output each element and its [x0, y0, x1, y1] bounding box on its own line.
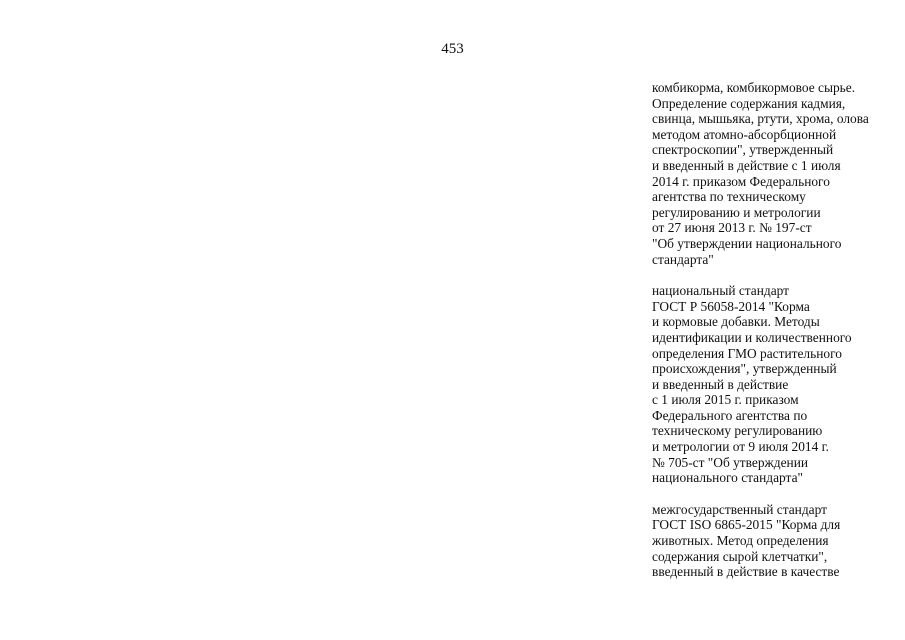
text-line: и кормовые добавки. Методы	[652, 314, 820, 330]
text-line: происхождения", утвержденный	[652, 361, 837, 377]
text-line: свинца, мышьяка, ртути, хрома, олова	[652, 111, 869, 127]
text-line: стандарта"	[652, 251, 714, 267]
text-line: и метрологии от 9 июля 2014 г.	[652, 439, 829, 455]
text-line: национального стандарта"	[652, 470, 803, 486]
text-line: методом атомно-абсорбционной	[652, 126, 837, 142]
paragraph-2	[652, 283, 897, 486]
text-line: техническому регулированию	[652, 423, 823, 439]
text-line: Федерального агентства по	[652, 407, 808, 423]
text-line: идентификации и количественного	[652, 329, 852, 345]
text-line: агентства по техническому	[652, 189, 806, 205]
text-line: и введенный в действие с 1 июля	[652, 157, 841, 173]
text-line: регулированию и метрологии	[652, 204, 821, 220]
paragraph-3	[652, 502, 897, 580]
text-line: введенный в действие в качестве	[652, 564, 840, 580]
text-line: животных. Метод определения	[652, 533, 829, 549]
text-line: "Об утверждении национального	[652, 235, 842, 251]
text-line: комбикорма, комбикормовое сырье.	[652, 80, 856, 95]
text-line: с 1 июля 2015 г. приказом	[652, 392, 799, 408]
text-line: определения ГМО растительного	[652, 345, 842, 361]
text-line: 2014 г. приказом Федерального	[652, 173, 830, 189]
text-line: национальный стандарт	[652, 283, 790, 299]
text-line: ГОСТ ISO 6865-2015 "Корма для	[652, 517, 841, 533]
text-line: и введенный в действие	[652, 376, 789, 392]
text-line: от 27 июня 2013 г. № 197-ст	[652, 220, 812, 236]
text-line: № 705-ст "Об утверждении	[652, 454, 809, 470]
text-line: Определение содержания кадмия,	[652, 95, 846, 111]
text-line: межгосударственный стандарт	[652, 501, 827, 517]
text-line: ГОСТ Р 56058-2014 "Корма	[652, 298, 810, 314]
text-column	[652, 80, 897, 596]
text-line: содержания сырой клетчатки",	[652, 548, 828, 564]
paragraph-1	[652, 80, 897, 267]
text-line: спектроскопии", утвержденный	[652, 142, 834, 158]
page-number: 453	[441, 41, 464, 57]
